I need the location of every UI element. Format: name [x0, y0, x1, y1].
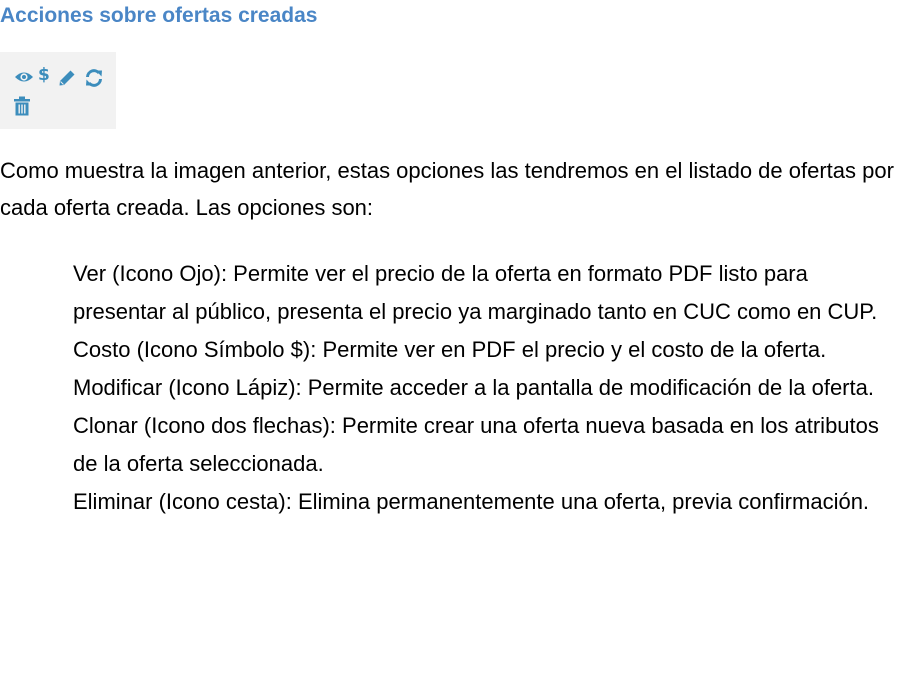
option-clonar: Clonar (Icono dos flechas): Permite crear una oferta nueva basada en los atributos de la oferta seleccionada. [73, 413, 879, 476]
refresh-icon [84, 68, 104, 88]
intro-paragraph: Como muestra la imagen anterior, estas opciones las tendremos en el listado de ofertas por cada oferta creada. Las opciones son: [0, 158, 894, 220]
pencil-icon [58, 69, 76, 87]
trash-icon [13, 96, 31, 116]
options-list [73, 255, 903, 521]
dollar-icon: $ [38, 65, 50, 85]
option-eliminar: Eliminar (Icono cesta): Elimina permanentemente una oferta, previa confirmación. [73, 489, 870, 514]
section-title: Acciones sobre ofertas creadas [0, 4, 318, 27]
option-modificar: Modificar (Icono Lápiz): Permite acceder a la pantalla de modificación de la oferta. [73, 375, 874, 400]
option-costo: Costo (Icono Símbolo $): Permite ver en PDF el precio y el costo de la oferta. [73, 337, 827, 362]
option-ver: Ver (Icono Ojo): Permite ver el precio de la oferta en formato PDF listo para presentar al público, presenta el precio ya marginado tanto en CUC como en CUP. [73, 261, 878, 324]
eye-icon [14, 70, 34, 84]
actions-icons-image [0, 52, 116, 129]
